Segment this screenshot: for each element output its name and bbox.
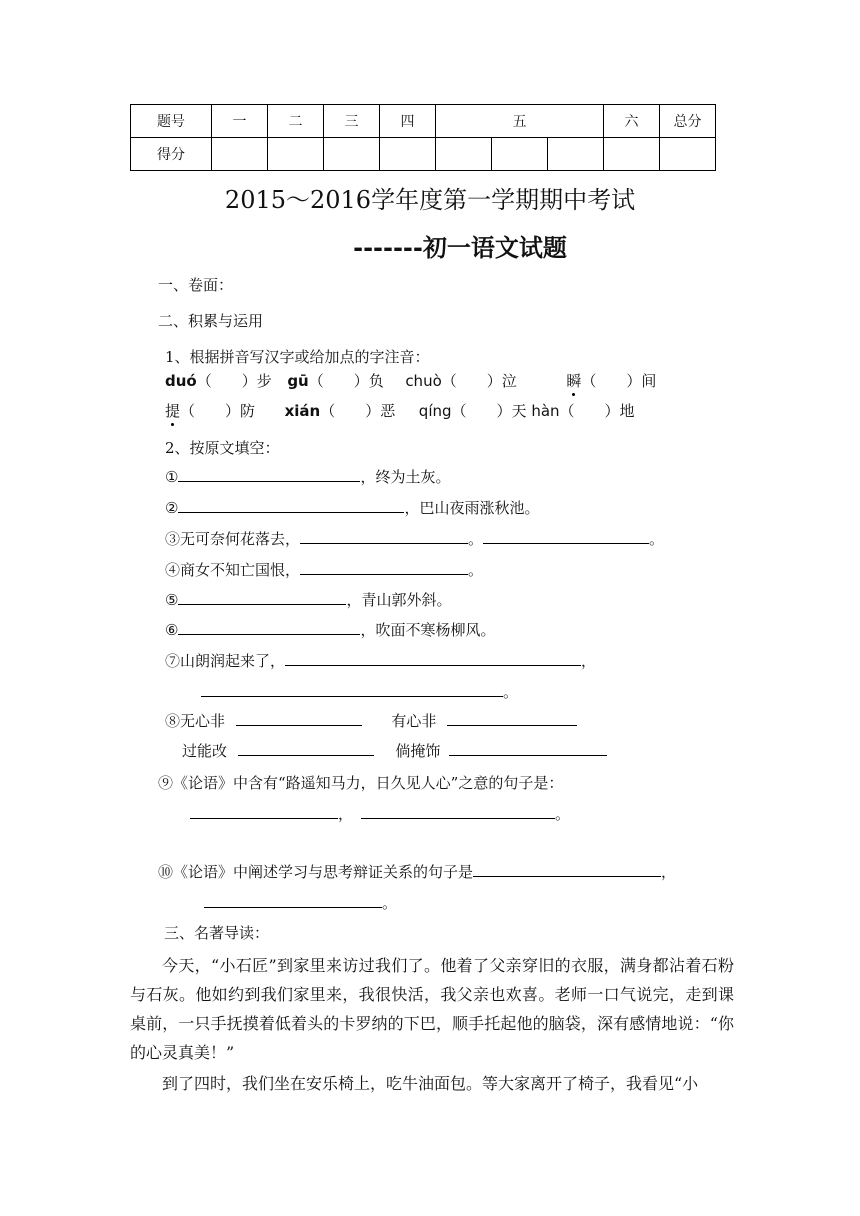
answer-slot[interactable]: （ ）天 <box>451 402 527 420</box>
q1-row-2 <box>165 400 635 421</box>
score-cell[interactable] <box>212 138 268 171</box>
blank[interactable] <box>190 804 338 819</box>
item-number: ① <box>165 468 179 486</box>
item-text: ， <box>338 805 354 823</box>
fill-line-2 <box>165 497 539 518</box>
reading-paragraph-1: 今天，“小石匠”到家里来访过我们了。他着了父亲穿旧的衣服，满身都沾着石粉与石灰。他如约到我们家里来，我很快活，我父亲也欢喜。老师一口气说完，走到课桌前，一只手抚摸着低着头的卡罗纳的下巴，顺手托起他的脑袋，深有感情地说：“你的心灵真美！” <box>130 956 734 1062</box>
blank[interactable] <box>361 804 555 819</box>
blank[interactable] <box>300 560 468 575</box>
item-number: ⑥ <box>165 621 179 639</box>
dotted-char: 瞬 <box>566 372 582 390</box>
fill-line-9: ⑨《论语》中含有“路遥知马力，日久见人心”之意的句子是： <box>158 774 564 792</box>
item-text: ，终为土灰。 <box>360 468 451 486</box>
score-cell[interactable] <box>380 138 436 171</box>
blank[interactable] <box>473 862 661 877</box>
item-text: ⑦山朗润起来了， <box>165 652 286 670</box>
header-cell: 六 <box>604 105 660 138</box>
fill-line-8a <box>165 710 577 731</box>
score-cell[interactable] <box>604 138 660 171</box>
fill-line-8b <box>182 740 607 761</box>
item-number: ⑤ <box>165 591 179 609</box>
score-cell[interactable] <box>436 138 492 171</box>
blank[interactable] <box>236 711 362 726</box>
blank[interactable] <box>178 467 360 482</box>
score-table-score-row <box>131 138 716 171</box>
dotted-char: 提 <box>165 402 181 420</box>
score-cell[interactable] <box>660 138 716 171</box>
blank[interactable] <box>178 620 360 635</box>
blank[interactable] <box>285 651 581 666</box>
header-cell: 三 <box>324 105 380 138</box>
item-text: 有心非 <box>391 712 437 730</box>
pinyin: hàn <box>531 402 560 420</box>
pinyin: qíng <box>418 402 452 420</box>
score-table-header-row <box>131 105 716 138</box>
fill-line-5 <box>165 589 451 610</box>
item-text: 过能改 <box>182 742 228 760</box>
answer-slot[interactable]: （ ）泣 <box>441 372 517 390</box>
blank[interactable] <box>238 741 374 756</box>
item-text: ，巴山夜雨涨秋池。 <box>404 499 540 517</box>
answer-slot[interactable]: （ ）恶 <box>320 402 396 420</box>
fill-line-10 <box>158 861 676 882</box>
fill-line-4 <box>165 559 483 580</box>
answer-slot[interactable]: （ ）防 <box>180 402 256 420</box>
item-text: 。 <box>555 805 571 823</box>
score-cell[interactable] <box>268 138 324 171</box>
blank[interactable] <box>449 741 607 756</box>
answer-slot[interactable]: （ ）步 <box>196 372 272 390</box>
score-table <box>130 104 716 171</box>
blank[interactable] <box>483 529 649 544</box>
fill-line-10b <box>204 892 397 913</box>
pinyin: gū <box>287 372 309 390</box>
answer-slot[interactable]: （ ）地 <box>559 402 635 420</box>
item-text: ③无可奈何花落去， <box>165 530 301 548</box>
reading-paragraph-2: 到了四时，我们坐在安乐椅上，吃牛油面包。等大家离开了椅子，我看见“小 <box>162 1074 699 1093</box>
q2-prompt: 2、按原文填空： <box>165 439 280 457</box>
q1-prompt: 1、根据拼音写汉字或给加点的字注音： <box>165 348 430 366</box>
item-text: 。 <box>468 530 484 548</box>
fill-line-6 <box>165 619 495 640</box>
score-cell[interactable] <box>548 138 604 171</box>
item-text: ，吹面不寒杨柳风。 <box>360 621 496 639</box>
header-cell: 四 <box>380 105 436 138</box>
exam-subtitle: -------初一语文试题 <box>353 234 567 262</box>
fill-line-1 <box>165 466 450 487</box>
header-cell: 总分 <box>660 105 716 138</box>
item-number: ② <box>165 499 179 517</box>
item-text: 。 <box>503 683 519 701</box>
fill-line-9b <box>190 803 570 824</box>
item-text: ，青山郭外斜。 <box>346 591 452 609</box>
item-text: ， <box>581 652 597 670</box>
item-text: ， <box>661 863 677 881</box>
exam-title: 2015～2016学年度第一学期期中考试 <box>224 186 636 214</box>
section-1-heading: 一、卷面： <box>158 276 234 294</box>
blank[interactable] <box>178 590 346 605</box>
section-3-heading: 三、名著导读： <box>164 924 270 942</box>
item-text: 。 <box>468 561 484 579</box>
item-text: 。 <box>382 894 398 912</box>
header-cell: 题号 <box>131 105 212 138</box>
header-cell: 五 <box>436 105 604 138</box>
item-text: ⑩《论语》中阐述学习与思考辩证关系的句子是 <box>158 863 474 881</box>
fill-line-7 <box>165 650 596 671</box>
fill-line-3 <box>165 528 664 549</box>
item-text: 倘掩饰 <box>395 742 441 760</box>
blank[interactable] <box>447 711 577 726</box>
answer-slot[interactable]: （ ）负 <box>308 372 384 390</box>
blank[interactable] <box>201 682 503 697</box>
answer-slot[interactable]: （ ）间 <box>581 372 657 390</box>
pinyin: chuò <box>405 372 442 390</box>
header-cell: 一 <box>212 105 268 138</box>
blank[interactable] <box>178 498 404 513</box>
score-label: 得分 <box>131 138 212 171</box>
pinyin: duó <box>165 372 197 390</box>
pinyin: xián <box>284 402 321 420</box>
fill-line-7b <box>201 681 518 702</box>
blank[interactable] <box>300 529 468 544</box>
item-text: 。 <box>649 530 665 548</box>
section-2-heading: 二、积累与运用 <box>158 312 264 330</box>
header-cell: 二 <box>268 105 324 138</box>
item-text: ⑧无心非 <box>165 712 226 730</box>
score-cell[interactable] <box>324 138 380 171</box>
q1-row-1 <box>165 370 656 391</box>
score-cell[interactable] <box>492 138 548 171</box>
blank[interactable] <box>204 893 382 908</box>
item-text: ④商女不知亡国恨， <box>165 561 301 579</box>
